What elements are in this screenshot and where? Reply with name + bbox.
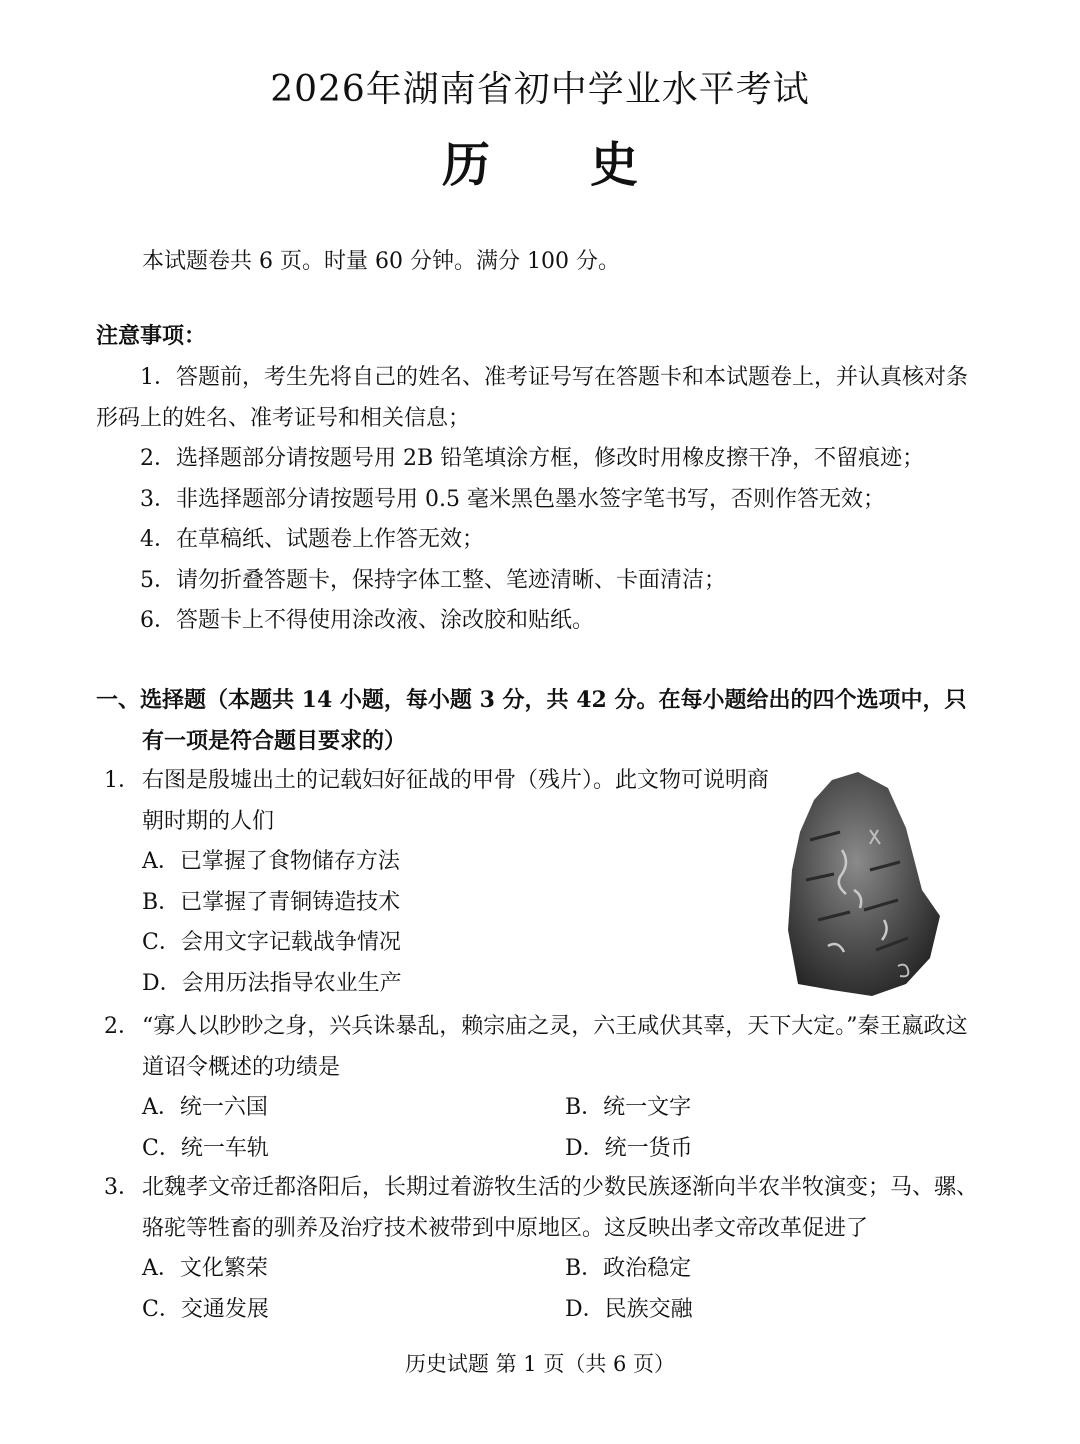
option-d: D．会用历法指导农业生产 — [142, 970, 402, 996]
question-2 — [104, 1007, 988, 1169]
option-c: C．会用文字记载战争情况 — [142, 930, 401, 955]
subject-title: 历史 — [441, 137, 738, 193]
option-b: B．政治稳定 — [565, 1256, 692, 1281]
notice-heading: 注意事项： — [96, 323, 207, 349]
notice-item: 3．非选择题部分请按题号用 0.5 毫米黑色墨水签字笔书写，否则作答无效； — [140, 486, 885, 512]
oracle-bone-image — [780, 770, 945, 998]
question-number: 1． — [104, 768, 140, 793]
notice-list — [96, 358, 980, 642]
question-number: 2． — [104, 1014, 140, 1039]
option-b: B．统一文字 — [565, 1095, 692, 1120]
notice-item: 6．答题卡上不得使用涂改液、涂改胶和贴纸。 — [140, 608, 594, 633]
section-heading-line1: 一、选择题（本题共 14 小题，每小题 3 分，共 42 分。在每小题给出的四个选项中，只 — [96, 687, 967, 713]
question-stem: 右图是殷墟出土的记载妇好征战的甲骨（残片）。此文物可说明商朝时期的人们 — [142, 768, 770, 834]
option-c: C．交通发展 — [142, 1296, 269, 1322]
option-a: A．文化繁荣 — [142, 1256, 268, 1281]
exam-title: 2026年湖南省初中学业水平考试 — [270, 69, 810, 110]
exam-info: 本试题卷共 6 页。时量 60 分钟。满分 100 分。 — [142, 249, 620, 274]
question-stem: 北魏孝文帝迁都洛阳后，长期过着游牧生活的少数民族逐渐向半农半牧演变；马、骡、骆驼等牲畜的驯养及治疗技术被带到中原地区。这反映出孝文帝改革促进了 — [142, 1175, 979, 1241]
option-c: C．统一车轨 — [142, 1135, 269, 1161]
section-heading — [96, 680, 996, 761]
option-d: D．统一货币 — [565, 1135, 693, 1161]
option-d: D．民族交融 — [565, 1296, 693, 1322]
question-3 — [104, 1168, 988, 1330]
notice-item: 5．请勿折叠答题卡，保持字体工整、笔迹清晰、卡面清洁； — [140, 567, 726, 593]
notice-item: 2．选择题部分请按题号用 2B 铅笔填涂方框，修改时用橡皮擦干净，不留痕迹； — [140, 446, 925, 471]
page-footer: 历史试题 第 1 页（共 6 页） — [404, 1352, 676, 1376]
section-heading-line2: 有一项是符合题目要求的） — [142, 727, 407, 754]
option-b: B．已掌握了青铜铸造技术 — [142, 889, 401, 915]
question-stem: “寡人以眇眇之身，兴兵诛暴乱，赖宗庙之灵，六王咸伏其辜，天下大定。”秦王嬴政这道诏令概述的功绩是 — [142, 1014, 968, 1080]
option-a: A．统一六国 — [142, 1095, 268, 1120]
option-a: A．已掌握了食物储存方法 — [142, 849, 400, 874]
notice-item: 4．在草稿纸、试题卷上作答无效； — [140, 527, 484, 552]
question-1 — [104, 761, 772, 1004]
notice-item: 1．答题前，考生先将自己的姓名、准考证号写在答题卡和本试题卷上，并认真核对条形码上的姓名、准考证号和相关信息； — [96, 365, 968, 431]
question-number: 3． — [104, 1175, 140, 1200]
